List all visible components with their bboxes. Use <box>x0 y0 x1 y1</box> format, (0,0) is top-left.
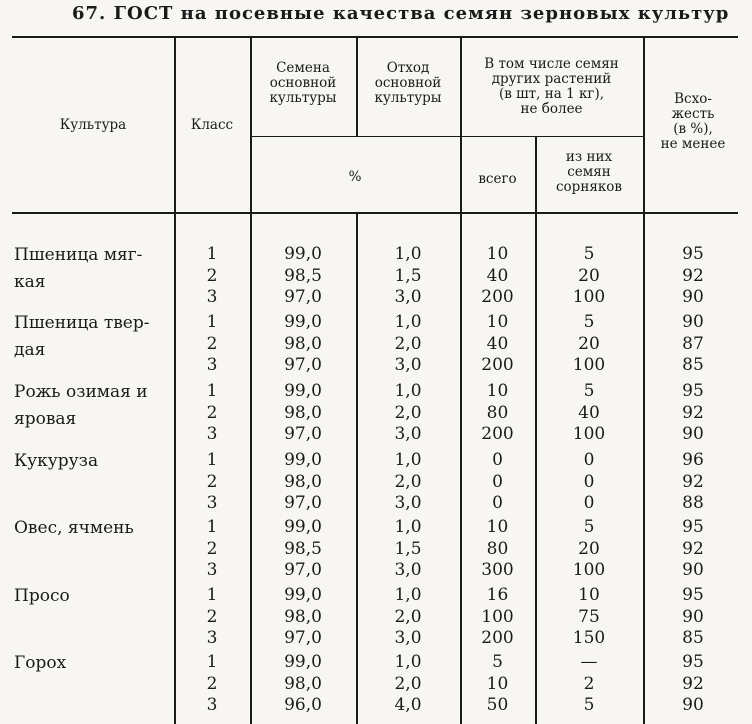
waste-main-cell: 1,0 <box>394 381 422 401</box>
class-cell: 2 <box>206 265 218 286</box>
header-inner-rule <box>250 136 643 137</box>
other-total-cell: 10 <box>486 381 509 401</box>
other-total-cell: 0 <box>492 493 503 513</box>
waste-main-cell: 4,0 <box>394 695 422 715</box>
class-cell: 2 <box>206 538 218 559</box>
germination-cell: 92 <box>682 538 704 559</box>
class-cell: 1 <box>206 517 218 537</box>
seeds-main-cell: 99,0 <box>284 585 322 605</box>
weeds-cell: 100 <box>572 355 606 375</box>
class-cell: 3 <box>206 695 218 715</box>
class-cell: 3 <box>206 628 218 648</box>
class-cell: 2 <box>206 606 218 627</box>
seeds-main-cell: 98,0 <box>284 606 322 627</box>
germination-cell: 92 <box>682 402 704 423</box>
germination-cell: 95 <box>682 381 704 401</box>
seeds-main-cell: 97,0 <box>284 560 322 580</box>
other-total-cell: 300 <box>481 560 514 580</box>
class-cell: 2 <box>206 471 218 492</box>
seeds-main-cell: 99,0 <box>284 517 322 537</box>
class-cell: 2 <box>206 673 218 694</box>
crop-name: Пшеница твер- <box>14 313 150 333</box>
other-total-cell: 0 <box>492 471 503 492</box>
header-waste-main: Отход основной культуры <box>374 60 442 106</box>
crop-name: Пшеница мяг- <box>14 245 143 265</box>
other-total-cell: 80 <box>486 402 509 423</box>
weeds-cell: — <box>580 652 598 672</box>
class-cell: 1 <box>206 585 218 605</box>
other-total-cell: 10 <box>486 517 509 537</box>
waste-main-cell: 1,0 <box>394 585 422 605</box>
other-total-cell: 100 <box>481 606 514 627</box>
header-crop: Культура <box>59 117 127 133</box>
weeds-cell: 75 <box>578 606 600 627</box>
crop-name: дая <box>14 340 46 360</box>
seeds-main-cell: 99,0 <box>284 450 322 470</box>
other-total-cell: 200 <box>481 628 514 648</box>
crop-name: яровая <box>14 409 77 429</box>
weeds-cell: 5 <box>583 695 595 715</box>
seeds-main-cell: 97,0 <box>284 424 322 444</box>
class-cell: 1 <box>206 652 218 672</box>
weeds-cell: 150 <box>572 628 606 648</box>
weeds-cell: 20 <box>578 265 600 286</box>
seeds-main-cell: 97,0 <box>284 355 322 375</box>
germination-cell: 92 <box>682 471 704 492</box>
waste-main-cell: 3,0 <box>394 560 422 580</box>
crop-name: кая <box>14 272 46 292</box>
waste-main-cell: 1,5 <box>394 265 422 286</box>
waste-main-cell: 2,0 <box>394 606 422 627</box>
germination-cell: 88 <box>682 493 704 513</box>
weeds-cell: 0 <box>583 450 595 470</box>
weeds-cell: 20 <box>578 333 600 354</box>
class-cell: 3 <box>206 424 218 444</box>
waste-main-cell: 1,0 <box>394 450 422 470</box>
table-title: 67. ГОСТ на посевные качества семян зерновых культур <box>72 3 730 24</box>
seeds-main-cell: 98,0 <box>284 402 322 423</box>
class-cell: 3 <box>206 287 218 307</box>
germination-cell: 95 <box>682 585 704 605</box>
germination-cell: 87 <box>682 333 704 354</box>
weeds-cell: 5 <box>583 517 595 537</box>
header-germination: Всхо- жесть (в %), не менее <box>660 91 726 152</box>
germination-cell: 95 <box>682 244 704 264</box>
weeds-cell: 0 <box>583 493 595 513</box>
waste-main-cell: 3,0 <box>394 628 422 648</box>
waste-main-cell: 3,0 <box>394 355 422 375</box>
other-total-cell: 5 <box>492 652 503 672</box>
waste-main-cell: 3,0 <box>394 424 422 444</box>
germination-cell: 95 <box>682 652 704 672</box>
weeds-cell: 40 <box>578 402 600 423</box>
germination-cell: 90 <box>682 312 704 332</box>
waste-main-cell: 1,0 <box>394 312 422 332</box>
header-total: всего <box>478 171 517 187</box>
waste-main-cell: 3,0 <box>394 287 422 307</box>
top-rule <box>12 36 738 38</box>
crop-name: Горох <box>14 653 67 673</box>
class-cell: 2 <box>206 333 218 354</box>
waste-main-cell: 1,0 <box>394 652 422 672</box>
weeds-cell: 100 <box>572 560 606 580</box>
waste-main-cell: 1,0 <box>394 517 422 537</box>
weeds-cell: 100 <box>572 424 606 444</box>
other-total-cell: 10 <box>486 312 509 332</box>
header-class: Класс <box>190 117 234 133</box>
other-total-cell: 200 <box>481 424 514 444</box>
weeds-cell: 20 <box>578 538 600 559</box>
class-cell: 3 <box>206 355 218 375</box>
crop-name: Просо <box>14 586 70 606</box>
seeds-main-cell: 99,0 <box>284 312 322 332</box>
weeds-cell: 10 <box>578 585 600 605</box>
seeds-main-cell: 99,0 <box>284 244 322 264</box>
waste-main-cell: 2,0 <box>394 471 422 492</box>
class-cell: 3 <box>206 493 218 513</box>
other-total-cell: 50 <box>486 695 509 715</box>
waste-main-cell: 3,0 <box>394 493 422 513</box>
other-total-cell: 40 <box>486 333 509 354</box>
germination-cell: 92 <box>682 673 704 694</box>
class-cell: 2 <box>206 402 218 423</box>
class-cell: 1 <box>206 312 218 332</box>
weeds-cell: 5 <box>583 312 595 332</box>
header-other-seeds: В том числе семян других растений (в шт, на 1 кг), не более <box>484 56 619 117</box>
class-cell: 3 <box>206 560 218 580</box>
seeds-main-cell: 97,0 <box>284 628 322 648</box>
seeds-main-cell: 99,0 <box>284 652 322 672</box>
crop-name: Овес, ячмень <box>14 518 134 538</box>
seeds-main-cell: 98,5 <box>284 265 322 286</box>
waste-main-cell: 2,0 <box>394 333 422 354</box>
weeds-cell: 5 <box>583 244 595 264</box>
weeds-cell: 5 <box>583 381 595 401</box>
header-bottom-rule <box>12 212 738 214</box>
weeds-cell: 100 <box>572 287 606 307</box>
waste-main-cell: 1,5 <box>394 538 422 559</box>
class-cell: 1 <box>206 244 218 264</box>
other-total-cell: 200 <box>481 355 514 375</box>
germination-cell: 85 <box>682 628 704 648</box>
seeds-main-cell: 98,0 <box>284 333 322 354</box>
germination-cell: 90 <box>682 606 704 627</box>
header-percent: % <box>348 169 362 185</box>
waste-main-cell: 2,0 <box>394 402 422 423</box>
seeds-main-cell: 96,0 <box>284 695 322 715</box>
seeds-main-cell: 98,0 <box>284 471 322 492</box>
class-cell: 1 <box>206 381 218 401</box>
waste-main-cell: 1,0 <box>394 244 422 264</box>
germination-cell: 90 <box>682 287 704 307</box>
germination-cell: 90 <box>682 424 704 444</box>
crop-name: Кукуруза <box>14 451 99 471</box>
waste-main-cell: 2,0 <box>394 673 422 694</box>
other-total-cell: 80 <box>486 538 509 559</box>
other-total-cell: 10 <box>486 244 509 264</box>
other-total-cell: 200 <box>481 287 514 307</box>
class-cell: 1 <box>206 450 218 470</box>
germination-cell: 95 <box>682 517 704 537</box>
weeds-cell: 0 <box>583 471 595 492</box>
seeds-main-cell: 99,0 <box>284 381 322 401</box>
header-weeds: из них семян сорняков <box>555 149 622 195</box>
germination-cell: 85 <box>682 355 704 375</box>
header-seeds-main: Семена основной культуры <box>269 60 337 106</box>
other-total-cell: 16 <box>486 585 509 605</box>
weeds-cell: 2 <box>583 673 595 694</box>
germination-cell: 90 <box>682 695 704 715</box>
germination-cell: 90 <box>682 560 704 580</box>
other-total-cell: 40 <box>486 265 509 286</box>
other-total-cell: 0 <box>492 450 503 470</box>
germination-cell: 92 <box>682 265 704 286</box>
seeds-main-cell: 97,0 <box>284 287 322 307</box>
crop-name: Рожь озимая и <box>14 382 148 402</box>
other-total-cell: 10 <box>486 673 509 694</box>
seeds-main-cell: 98,0 <box>284 673 322 694</box>
seeds-main-cell: 97,0 <box>284 493 322 513</box>
germination-cell: 96 <box>682 450 704 470</box>
seeds-main-cell: 98,5 <box>284 538 322 559</box>
